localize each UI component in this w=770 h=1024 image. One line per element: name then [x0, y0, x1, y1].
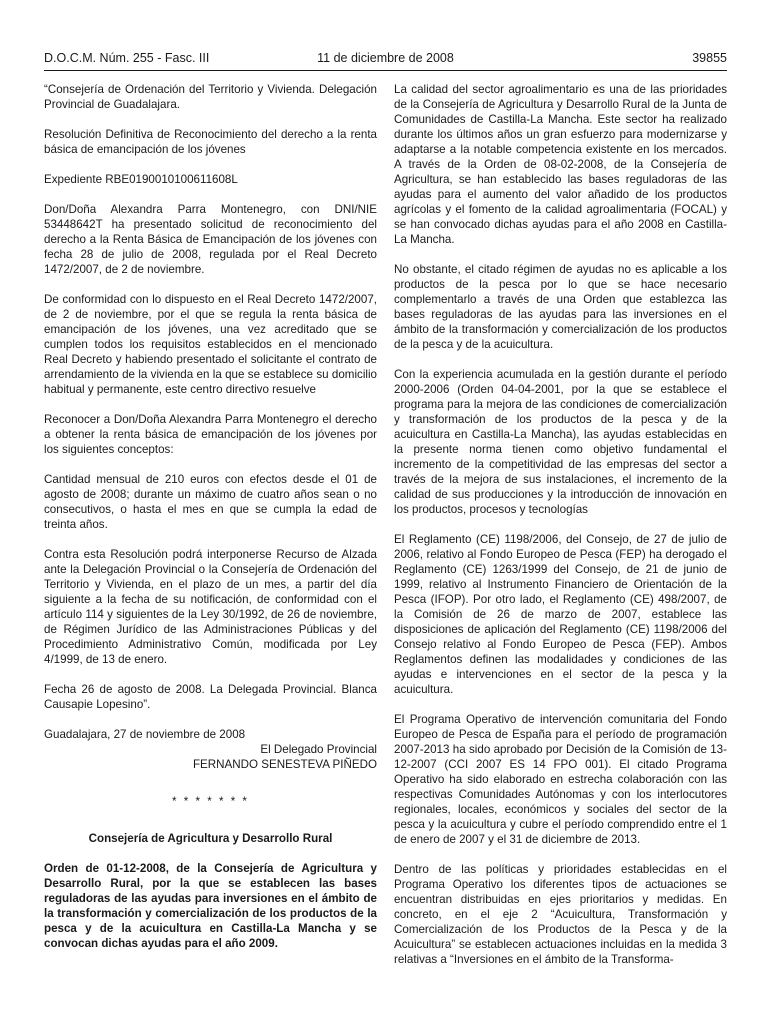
paragraph: Expediente RBE0190010100611608L — [44, 173, 238, 186]
paragraph: Reconocer a Don/Doña Alexandra Parra Montenegro el derecho a obtener la renta básica de emancipación de los jóvenes por los siguientes conceptos: — [44, 413, 377, 456]
paragraph: No obstante, el citado régimen de ayudas no es aplicable a los productos de la pesca por lo que se hace necesario complementarlo a través de una Orden que establezca las bases reguladoras de las ayudas para las inversiones en el ámbito de la transformación y comercialización de los productos de la pesca y de la acuicultura. — [394, 263, 727, 351]
page-header — [44, 50, 727, 70]
paragraph: Fecha 26 de agosto de 2008. La Delegada Provincial. Blanca Causapie Lopesino”. — [44, 683, 377, 711]
signer-title: El Delegado Provincial — [260, 743, 377, 756]
right-column — [394, 82, 727, 982]
paragraph: Cantidad mensual de 210 euros con efectos desde el 01 de agosto de 2008; durante un máximo de cuatro años sean o no consecutivos, o hasta el mes en que se cumpla la edad de treinta años. — [44, 473, 377, 531]
place-date: Guadalajara, 27 de noviembre de 2008 — [44, 728, 246, 741]
section-title: Consejería de Agricultura y Desarrollo Rural — [88, 832, 333, 845]
paragraph: “Consejería de Ordenación del Territorio y Vivienda. Delegación Provincial de Guadalajara. — [44, 83, 377, 111]
paragraph: La calidad del sector agroalimentario es una de las prioridades de la Consejería de Agricultura y Desarrollo Rural de la Junta de Comunidades de Castilla-La Mancha. Este sector ha realizado durante los últimos años un gran esfuerzo para modernizarse y adaptarse a la notable competencia existente en los mercados. A través de la Orden de 08-02-2008, de la Consejería de Agricultura, se han establecido las bases reguladoras de las ayudas para el aumento del valor añadido de los productos agrícolas y el fomento de la calidad agroalimentaria (FOCAL) y se han convocado dichas ayudas para el año 2008 en Castilla-La Mancha. — [394, 83, 727, 246]
paragraph: Don/Doña Alexandra Parra Montenegro, con DNI/NIE 53448642T ha presentado solicitud de reconocimiento del derecho a la Renta Básica de Emancipación de los jóvenes con fecha 28 de julio de 2008, regulada por el Real Decreto 1472/2007, de 2 de noviembre. — [44, 203, 377, 276]
left-column — [44, 82, 377, 966]
paragraph: De conformidad con lo dispuesto en el Real Decreto 1472/2007, de 2 de noviembre, por el que se regula la renta básica de emancipación de los jóvenes, una vez acreditado que se cumplen todos los requisitos establecidos en el mencionado Real Decreto y habiendo presentado el solicitante el contrato de arrendamiento de la vivienda en la que se establece su domicilio habitual y permanente, este centro directivo resuelve — [44, 293, 377, 396]
paragraph: Con la experiencia acumulada en la gestión durante el período 2000-2006 (Orden 04-04-2001, por la que se establece el programa para la mejora de las condiciones de comercialización y transformación de los productos de la pesca y de la acuicultura en Castilla-La Mancha), las ayudas establecidas en la presente norma tienen como objetivo fundamental el incremento de la competitividad de las empresas del sector a través de la mejora de sus instalaciones, el incremento de la calidad de sus producciones y la introducción de innovación en los productos, procesos y tecnologías — [394, 368, 727, 516]
paragraph: Contra esta Resolución podrá interponerse Recurso de Alzada ante la Delegación Provincial o la Consejería de Ordenación del Territorio y Vivienda, en el plazo de un mes, a partir del día siguiente a la fecha de su notificación, de conformidad con el artículo 114 y siguientes de la Ley 30/1992, de 26 de noviembre, de Régimen Jurídico de las Administraciones Públicas y del Procedimiento Administrativo Común, modificada por Ley 4/1999, de 13 de enero. — [44, 548, 377, 666]
publication-date: 11 de diciembre de 2008 — [317, 51, 454, 65]
journal-issue: D.O.C.M. Núm. 255 - Fasc. III — [44, 51, 210, 65]
signer-name: FERNANDO SENESTEVA PIÑEDO — [192, 758, 377, 771]
order-title: Orden de 01-12-2008, de la Consejería de Agricultura y Desarrollo Rural, por la que se establecen las bases reguladoras de las ayudas para inversiones en el ámbito de la transformación y comercialización de los productos de la pesca y de la acuicultura en Castilla-La Mancha y se convocan dichas ayudas para el año 2009. — [44, 862, 377, 950]
page-number: 39855 — [692, 51, 727, 65]
paragraph: Resolución Definitiva de Reconocimiento del derecho a la renta básica de emancipación de los jóvenes — [44, 128, 377, 156]
signature-block — [44, 727, 377, 772]
header-rule — [44, 70, 727, 71]
paragraph: El Reglamento (CE) 1198/2006, del Consejo, de 27 de julio de 2006, relativo al Fondo Europeo de Pesca (FEP) ha derogado el Reglamento (CE) 1263/1999 del Consejo, de 21 de junio de 1999, relativo al Instrumento Financiero de Orientación de la Pesca (IFOP). Por otro lado, el Reglamento (CE) 498/2007, de la Comisión de 26 de marzo de 2007, establece las disposiciones de aplicación del Reglamento (CE) 1198/2006 del Consejo relativo al Fondo Europeo de Pesca (FEP). Ambos Reglamentos definen las modalidades y condiciones de las ayudas e intervenciones en el sector de la pesca y la acuicultura. — [394, 533, 727, 696]
section-separator: * * * * * * * — [172, 795, 249, 808]
paragraph: Dentro de las políticas y prioridades establecidas en el Programa Operativo los diferentes tipos de actuaciones se encuentran distribuidas en ejes prioritarios y medidas. En concreto, en el eje 2 “Acuicultura, Transformación y Comercialización de los Productos de la Pesca y de la Acuicultura” se establecen actuaciones incluidas en la medida 3 relativas a “Inversiones en el ámbito de la Transforma- — [394, 863, 727, 966]
paragraph: El Programa Operativo de intervención comunitaria del Fondo Europeo de Pesca de España para el período de programación 2007-2013 ha sido aprobado por Decisión de la Comisión de 13-12-2007 (CCI 2007 ES 14 FPO 001). El citado Programa Operativo ha sido elaborado en estrecha colaboración con las respectivas Comunidades Autónomas y con los interlocutores regionales, locales, económicos y sociales del sector de la pesca y la acuicultura y cubre el período comprendido entre el 1 de enero de 2007 y el 31 de diciembre de 2013. — [394, 713, 727, 846]
